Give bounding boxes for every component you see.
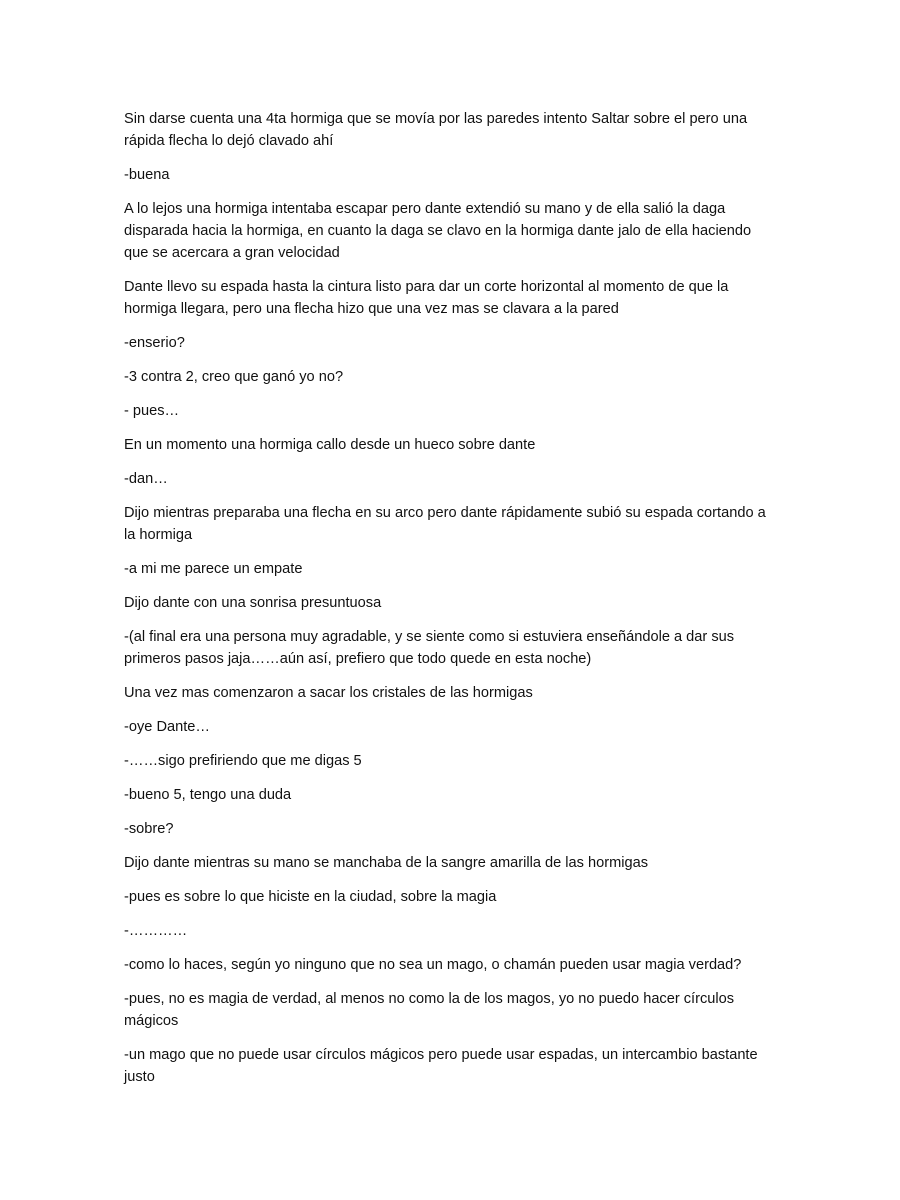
paragraph: -………… — [124, 923, 188, 939]
paragraph: Sin darse cuenta una 4ta hormiga que se movía por las paredes intento Saltar sobre el pero una rápida flecha lo dejó clavado ahí — [124, 111, 748, 149]
paragraph: -pues es sobre lo que hiciste en la ciudad, sobre la magia — [124, 889, 497, 905]
paragraph: Dante llevo su espada hasta la cintura listo para dar un corte horizontal al momento de que la hormiga llegara, pero una flecha hizo que una vez mas se clavara a la pared — [124, 279, 729, 317]
paragraph: Dijo mientras preparaba una flecha en su arco pero dante rápidamente subió su espada cortando a la hormiga — [124, 505, 766, 543]
paragraph: -a mi me parece un empate — [124, 561, 303, 577]
paragraph: -bueno 5, tengo una duda — [124, 787, 292, 803]
document-body — [124, 108, 776, 1100]
paragraph: -……sigo prefiriendo que me digas 5 — [124, 753, 362, 769]
paragraph: -dan… — [124, 471, 168, 487]
paragraph: -un mago que no puede usar círculos mágicos pero puede usar espadas, un intercambio bastante justo — [124, 1047, 758, 1085]
paragraph: -sobre? — [124, 821, 174, 837]
paragraph: -oye Dante… — [124, 719, 210, 735]
paragraph: En un momento una hormiga callo desde un hueco sobre dante — [124, 437, 536, 453]
paragraph: -enserio? — [124, 335, 185, 351]
paragraph: -(al final era una persona muy agradable, y se siente como si estuviera enseñándole a dar sus primeros pasos jaja……aún así, prefiero que todo quede en esta noche) — [124, 629, 735, 667]
paragraph: Dijo dante mientras su mano se manchaba de la sangre amarilla de las hormigas — [124, 855, 649, 871]
paragraph: Una vez mas comenzaron a sacar los cristales de las hormigas — [124, 685, 533, 701]
paragraph: A lo lejos una hormiga intentaba escapar pero dante extendió su mano y de ella salió la daga disparada hacia la hormiga, en cuanto la daga se clavo en la hormiga dante jalo de ella haciendo que se acercara a gran velocidad — [124, 201, 752, 261]
paragraph: -3 contra 2, creo que ganó yo no? — [124, 369, 344, 385]
paragraph: -pues, no es magia de verdad, al menos no como la de los magos, yo no puedo hacer círculos mágicos — [124, 991, 735, 1029]
paragraph: -buena — [124, 167, 170, 183]
paragraph: Dijo dante con una sonrisa presuntuosa — [124, 595, 382, 611]
paragraph: -como lo haces, según yo ninguno que no sea un mago, o chamán pueden usar magia verdad? — [124, 957, 742, 973]
paragraph: - pues… — [124, 403, 180, 419]
